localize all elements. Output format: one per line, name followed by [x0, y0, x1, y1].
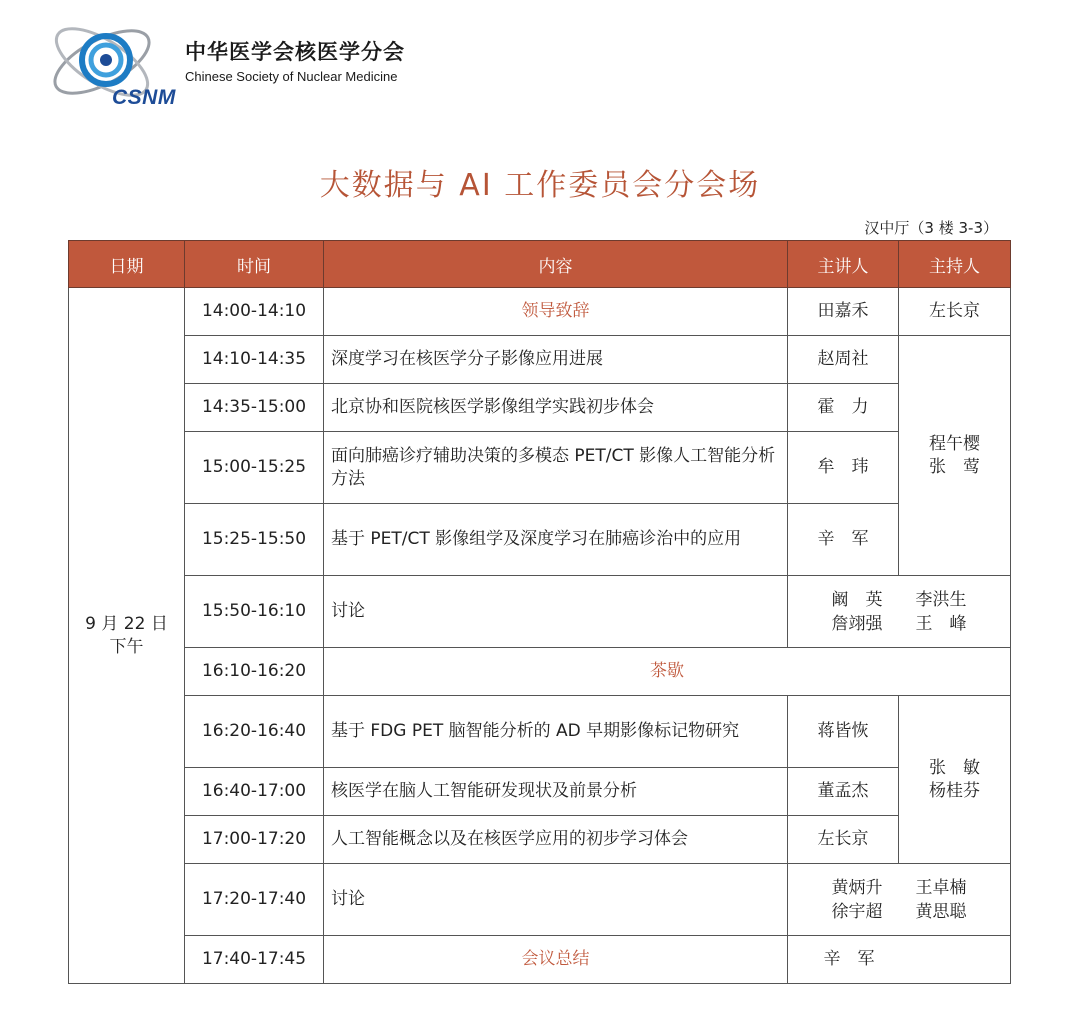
speaker-name: 辛 军	[823, 949, 875, 969]
venue-label: 汉中厅（3 楼 3-3）	[864, 219, 998, 237]
table-row	[69, 864, 1011, 936]
speaker-cell	[788, 936, 1011, 984]
topic-cell: 会议总结	[324, 936, 788, 984]
speaker-cell: 牟 玮	[788, 432, 899, 504]
topic-cell: 深度学习在核医学分子影像应用进展	[324, 336, 788, 384]
header-date: 日期	[69, 241, 185, 288]
topic-cell: 领导致辞	[324, 288, 788, 336]
time-cell: 15:50-16:10	[185, 576, 324, 648]
header-speaker: 主讲人	[788, 241, 899, 288]
topic-cell: 面向肺癌诊疗辅助决策的多模态 PET/CT 影像人工智能分析方法	[324, 432, 788, 504]
schedule-table	[68, 240, 1011, 984]
discussants-cell	[788, 864, 1011, 936]
topic-cell: 基于 FDG PET 脑智能分析的 AD 早期影像标记物研究	[324, 696, 788, 768]
speaker-cell: 辛 军	[788, 504, 899, 576]
discussants-cell	[788, 576, 1011, 648]
speaker-cell: 霍 力	[788, 384, 899, 432]
date-cell	[69, 288, 185, 984]
time-cell: 17:20-17:40	[185, 864, 324, 936]
table-row	[69, 288, 1011, 336]
host-cell: 左长京	[899, 288, 1011, 336]
host-name: 杨桂芬	[929, 780, 980, 801]
break-cell: 茶歇	[324, 648, 1011, 696]
speaker-cell: 董孟杰	[788, 768, 899, 816]
discussant-name: 徐宇超	[831, 901, 883, 922]
discussant-name: 阚 英	[831, 589, 883, 610]
time-cell: 14:10-14:35	[185, 336, 324, 384]
topic-cell: 讨论	[324, 576, 788, 648]
logo-text: CSNM	[112, 86, 176, 109]
table-row	[69, 696, 1011, 768]
time-cell: 14:35-15:00	[185, 384, 324, 432]
time-cell: 17:40-17:45	[185, 936, 324, 984]
table-row	[69, 576, 1011, 648]
topic-cell: 基于 PET/CT 影像组学及深度学习在肺癌诊治中的应用	[324, 504, 788, 576]
time-cell: 15:00-15:25	[185, 432, 324, 504]
table-row	[69, 816, 1011, 864]
host-name: 张 敏	[929, 757, 980, 778]
discussant-name: 黄炳升	[831, 877, 883, 898]
topic-cell: 人工智能概念以及在核医学应用的初步学习体会	[324, 816, 788, 864]
topic-cell: 讨论	[324, 864, 788, 936]
organization-name	[185, 36, 405, 84]
table-header-row	[69, 241, 1011, 288]
discussant-name: 王 峰	[915, 613, 967, 634]
time-cell: 16:10-16:20	[185, 648, 324, 696]
host-cell	[899, 696, 1011, 864]
date-line: 9 月 22 日	[85, 613, 168, 634]
speaker-cell: 赵周社	[788, 336, 899, 384]
date-period: 下午	[109, 636, 144, 657]
csnm-logo	[44, 12, 174, 112]
discussant-name: 黄思聪	[915, 901, 967, 922]
table-row	[69, 648, 1011, 696]
speaker-cell: 田嘉禾	[788, 288, 899, 336]
table-row	[69, 504, 1011, 576]
discussant-list	[832, 588, 967, 636]
org-name-en: Chinese Society of Nuclear Medicine	[185, 69, 398, 84]
topic-cell: 核医学在脑人工智能研发现状及前景分析	[324, 768, 788, 816]
discussant-name: 王卓楠	[915, 877, 967, 898]
host-cell	[899, 336, 1011, 576]
header-content: 内容	[324, 241, 788, 288]
speaker-cell: 蒋皆恢	[788, 696, 899, 768]
page-title: 大数据与 AI 工作委员会分会场	[319, 168, 761, 203]
time-cell: 16:40-17:00	[185, 768, 324, 816]
host-name: 张 莺	[929, 456, 980, 477]
table-row	[69, 336, 1011, 384]
time-cell: 15:25-15:50	[185, 504, 324, 576]
header-time: 时间	[185, 241, 324, 288]
host-name: 程午樱	[929, 433, 980, 454]
time-cell: 17:00-17:20	[185, 816, 324, 864]
org-name-cn: 中华医学会核医学分会	[185, 40, 405, 64]
time-cell: 14:00-14:10	[185, 288, 324, 336]
table-row	[69, 768, 1011, 816]
table-row	[69, 936, 1011, 984]
topic-cell: 北京协和医院核医学影像组学实践初步体会	[324, 384, 788, 432]
speaker-cell: 左长京	[788, 816, 899, 864]
table-row	[69, 384, 1011, 432]
discussant-name: 詹翊强	[831, 613, 883, 634]
discussant-name: 李洪生	[915, 589, 967, 610]
header-host: 主持人	[899, 241, 1011, 288]
table-row	[69, 432, 1011, 504]
discussant-list	[832, 876, 967, 924]
time-cell: 16:20-16:40	[185, 696, 324, 768]
